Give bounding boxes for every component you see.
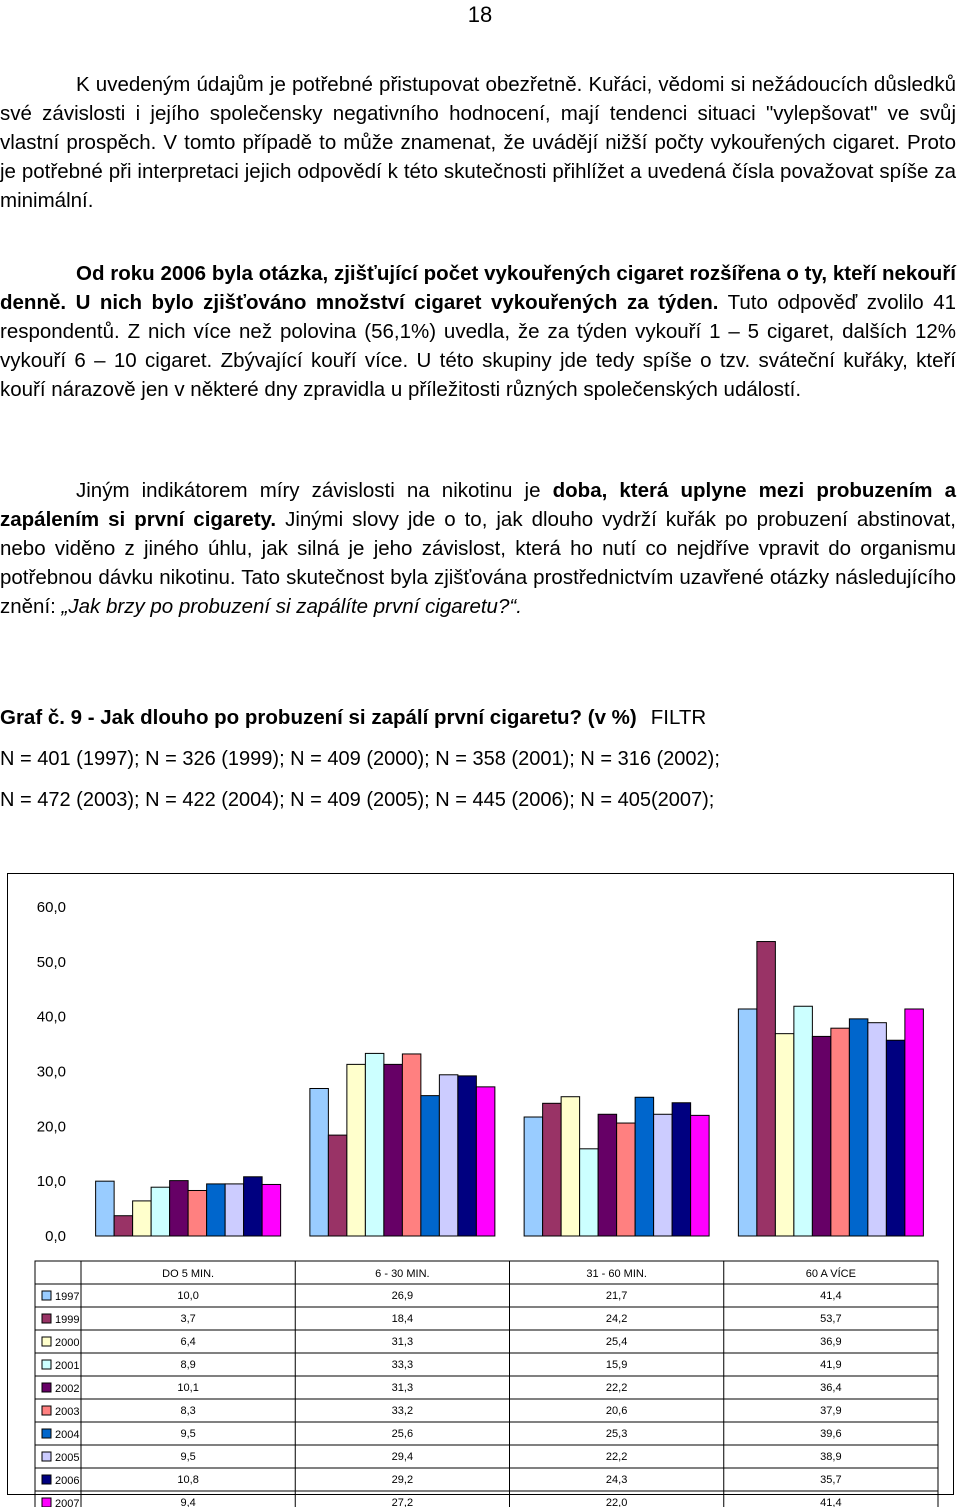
legend-label-2001: 2001: [55, 1360, 80, 1372]
data-label: 20,6: [605, 1405, 628, 1417]
bar-2004-4: [849, 1019, 868, 1236]
bar-2005-4: [868, 1023, 887, 1236]
data-label: 22,0: [605, 1497, 628, 1507]
data-label: 22,2: [605, 1382, 628, 1394]
y-tick-label: 0,0: [45, 1228, 66, 1245]
paragraph-1: [0, 70, 956, 215]
data-label: 36,9: [820, 1336, 842, 1348]
paragraph-2-bold: Od roku 2006 byla otázka, zjišťující počet vykouřených cigaret rozšířena o ty, kteří nekouří denně. U nich bylo zjišťováno množství cigaret vykouřených za týden.: [0, 262, 956, 314]
data-label: 41,4: [820, 1497, 842, 1507]
paragraph-3: [0, 476, 956, 621]
bar-2002-3: [598, 1114, 617, 1236]
bar-2002-1: [170, 1181, 189, 1236]
bar-1997-2: [310, 1088, 329, 1236]
paragraph-2-text: Tuto odpověď zvolilo 41 respondentů. Z nich více než polovina (56,1%) uvedla, že za týden vykouří 1 – 5 cigaret, dalších 12% vykouří 6 – 10 cigaret. Zbývající kouří více. U této skupiny jde tedy spíše o tzv. sváteční kuřáky, kteří kouří nárazově jen v některé dny zpravidla u příležitosti různých společenských událostí.: [0, 291, 956, 401]
data-label: 15,9: [605, 1359, 628, 1371]
data-label: 9,4: [180, 1497, 196, 1507]
bar-2006-4: [886, 1040, 905, 1236]
paragraph-3-italic: „Jak brzy po probuzení si zapálíte první cigaretu?“.: [61, 595, 522, 618]
paragraph-3-text-a: Jiným indikátorem míry závislosti na nikotinu je: [76, 479, 553, 502]
data-label: 31,3: [391, 1382, 414, 1394]
paragraph-2: [0, 259, 956, 404]
data-label: 10,0: [177, 1290, 199, 1302]
chart-caption-title: Graf č. 9 - Jak dlouho po probuzení si zapálí první cigaretu? (v %): [0, 706, 637, 729]
data-label: 8,9: [180, 1359, 196, 1371]
x-category-label: 31 - 60 MIN.: [586, 1268, 647, 1280]
y-tick-label: 60,0: [36, 899, 66, 916]
y-tick-label: 10,0: [36, 1173, 66, 1191]
data-label: 38,9: [820, 1451, 842, 1463]
legend-key-2000: [42, 1337, 51, 1346]
legend-label-2004: 2004: [55, 1429, 80, 1441]
bar-2005-3: [654, 1114, 673, 1236]
bar-2005-2: [439, 1075, 458, 1236]
bar-2003-2: [402, 1054, 421, 1236]
data-label: 41,4: [820, 1290, 842, 1302]
bar-2003-1: [188, 1190, 207, 1236]
data-label: 9,5: [180, 1451, 196, 1463]
bar-2003-3: [617, 1123, 636, 1236]
bar-1999-3: [543, 1103, 562, 1236]
data-label: 21,7: [605, 1290, 628, 1302]
data-label: 53,7: [820, 1313, 842, 1325]
legend-key-2006: [42, 1475, 51, 1484]
bar-2007-3: [691, 1115, 710, 1236]
legend-key-2003: [42, 1406, 51, 1415]
bar-2002-4: [812, 1036, 831, 1236]
bar-2007-1: [262, 1184, 281, 1236]
data-label: 31,3: [391, 1336, 414, 1348]
data-label: 18,4: [391, 1313, 414, 1325]
bar-2001-2: [365, 1053, 384, 1236]
x-category-label: DO 5 MIN.: [162, 1268, 215, 1280]
data-label: 22,2: [605, 1451, 628, 1463]
legend-label-2003: 2003: [55, 1406, 80, 1418]
legend-key-1999: [42, 1314, 51, 1323]
bar-1999-1: [114, 1216, 133, 1236]
legend-label-1997: 1997: [55, 1291, 80, 1303]
data-label: 27,2: [391, 1497, 414, 1507]
data-label: 10,8: [177, 1474, 199, 1486]
page-number: 18: [467, 2, 493, 27]
legend-key-2001: [42, 1360, 51, 1369]
bar-1997-3: [524, 1117, 543, 1236]
data-label: 33,3: [391, 1359, 414, 1371]
legend-key-1997: [42, 1291, 51, 1300]
paragraph-1-text: K uvedeným údajům je potřebné přistupovat obezřetně. Kuřáci, vědomi si nežádoucích důsledků své závislosti i jejího společensky negativního hodnocení, mají tendenci situaci "vylepšovat" ve svůj vlastní prospěch. V tomto případě to může znamenat, že uvádějí nižší počty vykouřených cigaret. Proto je potřebné při interpretaci jejich odpovědí k této skutečnosti přihlížet a uvedená čísla považovat spíše za minimální.: [0, 73, 956, 212]
y-tick-label: 20,0: [36, 1118, 66, 1136]
legend-label-2006: 2006: [55, 1475, 80, 1487]
bar-2000-3: [561, 1097, 580, 1236]
legend-key-2005: [42, 1452, 51, 1461]
data-label: 25,6: [391, 1428, 414, 1440]
chart-caption-filter: FILTR: [650, 706, 707, 729]
bar-2007-4: [905, 1009, 924, 1236]
bar-2004-1: [207, 1184, 226, 1236]
legend-label-2000: 2000: [55, 1337, 80, 1349]
data-label: 25,3: [605, 1428, 628, 1440]
chart-frame: [7, 873, 954, 1507]
bar-2001-1: [151, 1187, 170, 1236]
bar-2000-4: [775, 1034, 794, 1236]
data-label: 26,9: [391, 1290, 414, 1302]
bar-chart: [8, 874, 952, 1507]
legend-key-2007: [42, 1498, 51, 1507]
legend-label-1999: 1999: [55, 1314, 80, 1326]
data-label: 29,2: [391, 1474, 414, 1486]
legend-label-2007: 2007: [55, 1498, 80, 1507]
bar-2007-2: [476, 1087, 495, 1236]
data-label: 3,7: [180, 1313, 196, 1325]
data-label: 36,4: [820, 1382, 842, 1394]
data-label: 41,9: [820, 1359, 842, 1371]
bar-2004-2: [421, 1096, 440, 1236]
data-label: 8,3: [180, 1405, 196, 1417]
data-label: 37,9: [820, 1405, 842, 1417]
legend-key-2002: [42, 1383, 51, 1392]
y-tick-label: 40,0: [36, 1008, 66, 1026]
data-label: 6,4: [180, 1336, 196, 1348]
data-label: 35,7: [820, 1474, 842, 1486]
data-label: 39,6: [820, 1428, 842, 1440]
paragraph-3-text-b: Jinými slovy jde o to, jak dlouho vydrží kuřák po probuzení abstinovat, nebo viděno z jiného úhlu, jak silná je jeho závislost, která ho nutí co nejdříve vpravit do organismu potřebnou dávku nikotinu. Tato skutečnost byla zjišťována prostřednictvím uzavřené otázky následujícího znění:: [0, 508, 956, 618]
data-label: 10,1: [177, 1382, 199, 1394]
sample-size-line-1: N = 401 (1997); N = 326 (1999); N = 409 (2000); N = 358 (2001); N = 316 (2002);: [0, 748, 720, 770]
bar-2004-3: [635, 1097, 654, 1236]
bar-1997-4: [738, 1009, 757, 1236]
chart-caption: [0, 706, 706, 730]
paragraph-3-bold: doba, která uplyne mezi probuzením a zapálením si první cigarety.: [0, 479, 956, 531]
data-label: 24,2: [605, 1313, 628, 1325]
bar-2001-3: [580, 1149, 599, 1236]
bar-2003-4: [831, 1028, 850, 1236]
legend-label-2002: 2002: [55, 1383, 80, 1395]
bar-2000-1: [133, 1201, 152, 1236]
legend-label-2005: 2005: [55, 1452, 80, 1464]
sample-size-line-2: N = 472 (2003); N = 422 (2004); N = 409 (2005); N = 445 (2006); N = 405(2007);: [0, 789, 715, 811]
data-label: 24,3: [605, 1474, 628, 1486]
data-label: 9,5: [180, 1428, 196, 1440]
data-table-border: [35, 1261, 938, 1507]
bar-1997-1: [96, 1181, 115, 1236]
data-label: 29,4: [391, 1451, 414, 1463]
bar-2006-3: [672, 1103, 691, 1236]
bar-2001-4: [794, 1006, 813, 1236]
y-tick-label: 30,0: [36, 1063, 66, 1081]
bar-2005-1: [225, 1184, 244, 1236]
x-category-label: 6 - 30 MIN.: [375, 1268, 430, 1280]
bar-2002-2: [384, 1064, 403, 1236]
data-label: 25,4: [605, 1336, 628, 1348]
legend-key-2004: [42, 1429, 51, 1438]
bar-2006-1: [244, 1177, 263, 1236]
x-category-label: 60 A VÍCE: [805, 1268, 856, 1280]
data-label: 33,2: [391, 1405, 414, 1417]
bar-2000-2: [347, 1064, 366, 1236]
y-tick-label: 50,0: [36, 953, 66, 971]
bar-1999-4: [757, 942, 776, 1236]
bar-2006-2: [458, 1076, 477, 1236]
bar-1999-2: [328, 1135, 347, 1236]
